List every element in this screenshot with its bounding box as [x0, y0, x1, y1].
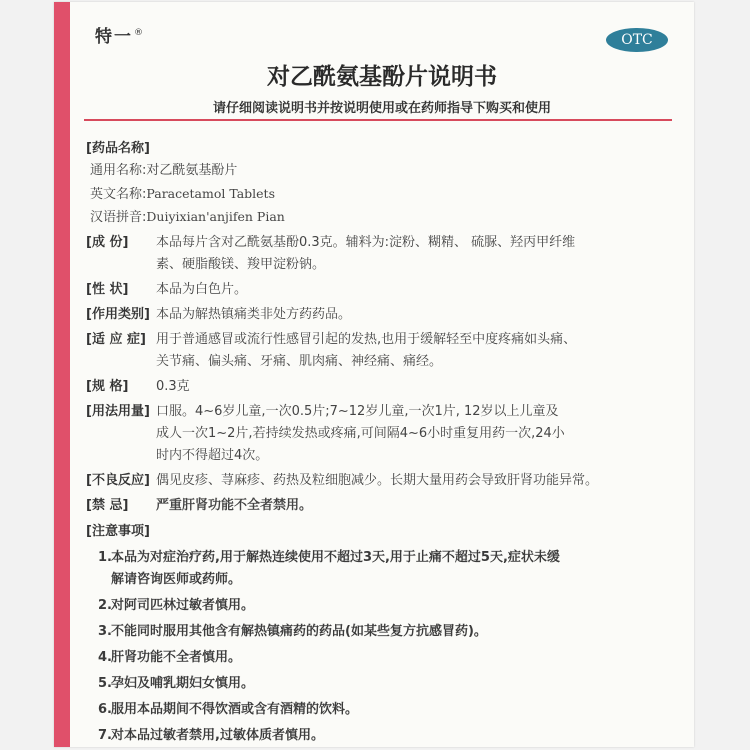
section-indications: [86, 329, 686, 373]
drug-name-heading: [药品名称]: [86, 141, 150, 156]
section-body: [156, 470, 686, 492]
section-body: [156, 304, 686, 326]
note-line: 对阿司匹林过敏者慎用。: [111, 598, 255, 613]
section-line: 本品为白色片。: [156, 282, 248, 297]
registered-mark: ®: [134, 28, 145, 39]
section-line: 0.3克: [156, 379, 190, 394]
section-line: 本品每片含对乙酰氨基酚0.3克。辅料为:淀粉、糊精、 硫脲、羟丙甲纤维: [156, 235, 576, 250]
section-line: 用于普通感冒或流行性感冒引起的发热,也用于缓解轻至中度疼痛如头痛、: [156, 332, 577, 347]
section-body: [156, 329, 686, 373]
section-line: 成人一次1~2片,若持续发热或疼痛,可间隔4~6小时重复用药一次,24小: [156, 426, 565, 441]
section-specification: [86, 376, 686, 398]
leaflet-content: [86, 138, 686, 747]
section-label: [用法用量]: [86, 404, 150, 419]
note-line: 肝肾功能不全者慎用。: [111, 650, 242, 665]
section-body: [156, 279, 686, 301]
generic-name-row: [86, 160, 686, 183]
pinyin-name-row: [86, 206, 686, 229]
note-item: [86, 547, 686, 591]
section-ingredients: [86, 232, 686, 276]
generic-name-value: 对乙酰氨基酚片: [146, 163, 238, 178]
note-number: 7.: [98, 728, 112, 743]
section-line: 关节痛、偏头痛、牙痛、肌肉痛、神经痛、痛经。: [156, 354, 443, 369]
note-line: 孕妇及哺乳期妇女慎用。: [111, 676, 255, 691]
note-number: 4.: [98, 650, 112, 665]
section-label: [作用类别]: [86, 307, 150, 322]
note-line: 不能同时服用其他含有解热镇痛药的药品(如某些复方抗感冒药)。: [111, 624, 487, 639]
note-number: 3.: [98, 624, 112, 639]
note-line: 本品为对症治疗药,用于解热连续使用不超过3天,用于止痛不超过5天,症状未缓: [111, 550, 560, 565]
note-item: [86, 595, 686, 617]
page-subtitle: 请仔细阅读说明书并按说明使用或在药师指导下购买和使用: [212, 101, 551, 116]
note-line: 服用本品期间不得饮酒或含有酒精的饮料。: [111, 702, 359, 717]
note-line: 对本品过敏者禁用,过敏体质者慎用。: [111, 728, 324, 743]
section-line: 偶见皮疹、荨麻疹、药热及粒细胞减少。长期大量用药会导致肝肾功能异常。: [156, 473, 599, 488]
section-label: [不良反应]: [86, 473, 150, 488]
note-number: 1.: [98, 550, 112, 565]
note-item: [86, 621, 686, 643]
section-body: [156, 232, 686, 276]
section-line: 时内不得超过4次。: [156, 448, 269, 463]
page-title: 对乙酰氨基酚片说明书: [267, 64, 497, 90]
note-line: 解请咨询医师或药师。: [111, 572, 242, 587]
note-number: 5.: [98, 676, 112, 691]
note-item: [86, 699, 686, 721]
pinyin-name-value: Duiyixian'anjifen Pian: [146, 209, 285, 224]
section-body: [156, 495, 686, 517]
generic-name-label: 通用名称:: [90, 163, 147, 178]
note-item: [86, 647, 686, 669]
brand-name: 特一: [95, 27, 133, 47]
section-label: [规 格]: [86, 379, 129, 394]
section-label: [成 份]: [86, 235, 129, 250]
section-label: [禁 忌]: [86, 498, 129, 513]
brand-logo: [95, 22, 145, 47]
note-number: 2.: [98, 598, 112, 613]
section-category: [86, 304, 686, 326]
english-name-label: 英文名称:: [90, 187, 147, 202]
note-number: 6.: [98, 702, 112, 717]
note-item: [86, 673, 686, 695]
english-name-value: Paracetamol Tablets: [146, 186, 275, 201]
section-appearance: [86, 279, 686, 301]
pinyin-name-label: 汉语拼音:: [90, 210, 147, 225]
section-label: [性 状]: [86, 282, 129, 297]
section-line: 严重肝肾功能不全者禁用。: [156, 498, 313, 513]
section-line: 口服。4~6岁儿童,一次0.5片;7~12岁儿童,一次1片, 12岁以上儿童及: [156, 404, 559, 419]
section-label: [适 应 症]: [86, 332, 146, 347]
section-dosage: [86, 401, 686, 467]
title-divider: [84, 119, 672, 121]
section-line: 素、硬脂酸镁、羧甲淀粉钠。: [156, 257, 326, 272]
otc-badge: OTC: [606, 28, 668, 52]
notes-heading: [注意事项]: [86, 524, 150, 539]
section-contraindications: [86, 495, 686, 517]
section-line: 本品为解热镇痛类非处方药药品。: [156, 307, 352, 322]
section-body: [156, 376, 686, 398]
english-name-row: [86, 183, 686, 206]
red-edge-strip: [54, 2, 70, 747]
note-item: [86, 725, 686, 747]
section-body: [156, 401, 686, 467]
section-adverse-reactions: [86, 470, 686, 492]
